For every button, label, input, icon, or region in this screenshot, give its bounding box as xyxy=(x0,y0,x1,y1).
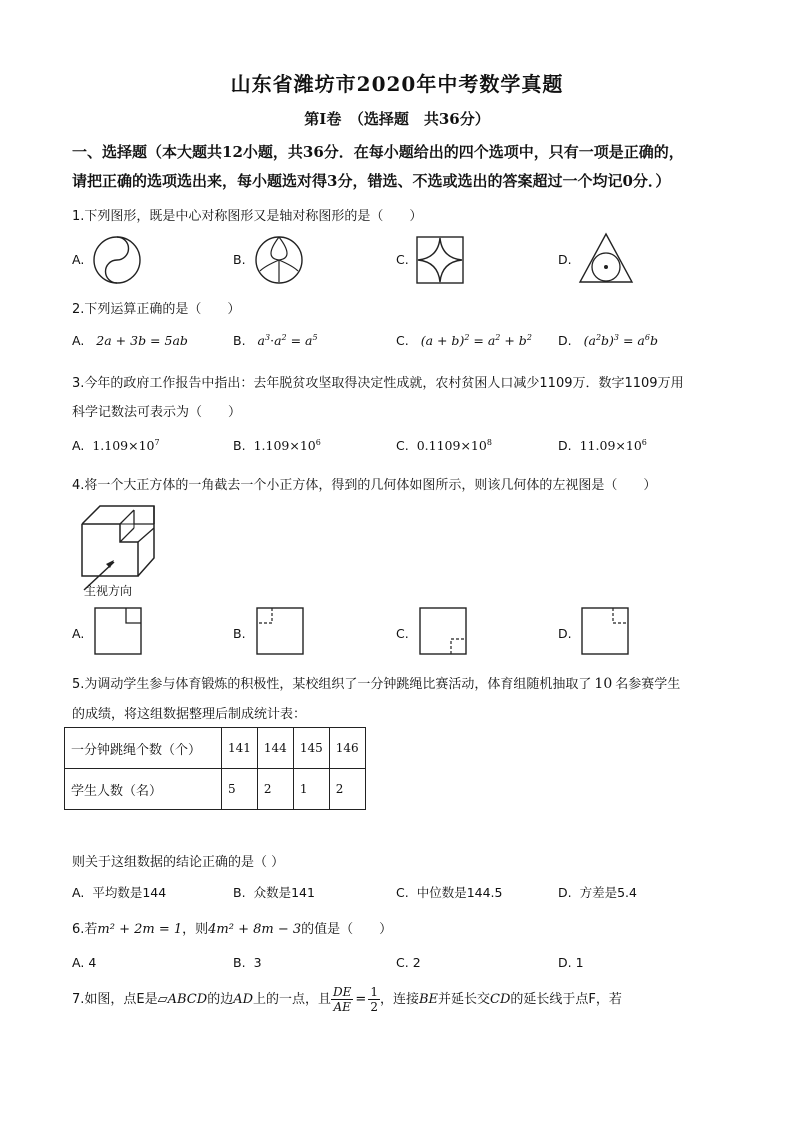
q1-option-d-label: D. xyxy=(558,252,572,267)
q3-option-b: B. $1.109\times 10^6$ xyxy=(233,438,321,454)
question-5-stem-line2: 的成绩，将这组数据整理后制成统计表： xyxy=(72,707,307,722)
q2-option-c xyxy=(396,333,532,348)
q4-option-b-label: B. xyxy=(233,626,246,641)
q2-option-a xyxy=(72,333,188,348)
q3-option-c: C. $0.1109\times 10^8$ xyxy=(396,438,492,454)
q1-option-a-label: A. xyxy=(72,252,85,267)
three-petal-circle-figure xyxy=(255,236,307,284)
question-2-stem: 2.下列运算正确的是（ ） xyxy=(72,302,241,317)
question-5-stem-line1: 5.为调动学生参与体育锻炼的积极性，某校组织了一分钟跳绳比赛活动，体育组随机抽取了 10 名参赛学生 xyxy=(72,676,681,692)
table-cell: 144 xyxy=(257,728,293,769)
q3-option-a: A. $1.109\times 10^7$ xyxy=(72,438,160,454)
jump-rope-stats-table xyxy=(64,727,366,810)
page-title: 山东省潍坊市2020年中考数学真题 xyxy=(230,72,564,96)
question-5-prompt: 则关于这组数据的结论正确的是（ ） xyxy=(72,855,285,870)
table-cell: 146 xyxy=(329,728,365,769)
q4-option-d-label: D. xyxy=(558,626,572,641)
q2-option-a-label: A. xyxy=(72,333,85,348)
q5-option-c: C. 中位数是144.5 xyxy=(396,885,503,900)
q6-option-d: D. 1 xyxy=(558,955,584,970)
question-1-stem: 1.下列图形，既是中心对称图形又是轴对称图形的是（ ） xyxy=(72,209,423,224)
q2-option-d xyxy=(558,333,658,348)
left-view-option-c-figure xyxy=(419,607,469,655)
q6-option-b: B. 3 xyxy=(233,955,262,970)
question-3-stem-line2: 科学记数法可表示为（ ） xyxy=(72,405,242,420)
q2-option-d-expr: $(a^2b)^3 = a^6b$ xyxy=(583,333,658,349)
table-cell: 145 xyxy=(293,728,329,769)
q2-option-b-expr: $a^3\cdot a^2 = a^5$ xyxy=(257,333,318,349)
figure-caption-view-direction: 主视方向 xyxy=(84,584,133,598)
table-header-cell: 学生人数（名） xyxy=(65,769,222,810)
table-cell: 5 xyxy=(222,769,258,810)
question-4-stem: 4.将一个大正方体的一角截去一个小正方体，得到的几何体如图所示，则该几何体的左视图是（ ） xyxy=(72,478,657,493)
left-view-option-d-figure xyxy=(581,607,631,655)
q2-option-c-expr: $(a + b)^2 = a^2 + b^2$ xyxy=(420,333,532,349)
table-header-cell: 一分钟跳绳个数（个） xyxy=(65,728,222,769)
table-cell: 2 xyxy=(329,769,365,810)
section-instructions-line2: 请把正确的选项选出来，每小题选对得3分，错选、不选或选出的答案超过一个均记0分．） xyxy=(72,172,671,190)
q4-option-c-label: C. xyxy=(396,626,409,641)
q2-option-b xyxy=(233,333,318,348)
fraction-de-over-ae: $\frac{DE}{AE}$ xyxy=(333,985,352,1014)
q2-option-d-label: D. xyxy=(558,333,572,349)
table-row xyxy=(65,728,366,769)
left-view-option-a-figure xyxy=(94,607,144,655)
table-cell: 1 xyxy=(293,769,329,810)
q4-option-a-label: A. xyxy=(72,626,85,641)
question-6-stem: 6.若m² + 2m = 1，则4m² + 8m − 3的值是（ ） xyxy=(72,922,393,937)
taiji-symbol-figure xyxy=(93,236,145,284)
table-cell: 2 xyxy=(257,769,293,810)
section-instructions-line1: 一、选择题（本大题共12小题，共36分．在每小题给出的四个选项中，只有一项是正确的， xyxy=(72,143,684,161)
q6-option-c: C. 2 xyxy=(396,955,421,970)
q1-option-c-label: C. xyxy=(396,252,409,267)
page-subtitle: 第Ⅰ卷 （选择题 共36分） xyxy=(304,110,490,128)
q2-option-b-label: B. xyxy=(233,333,246,349)
q2-option-a-expr: 2a + 3b = 5ab xyxy=(96,333,188,348)
q6-option-a: A. 4 xyxy=(72,955,97,970)
table-cell: 141 xyxy=(222,728,258,769)
q5-option-d: D. 方差是5.4 xyxy=(558,885,637,900)
q1-option-b-label: B. xyxy=(233,252,246,267)
question-7-stem: 7.如图，点E是▱ABCD的边AD上的一点，且 $\frac{DE}{AE}$ = $\frac{1}{2}$ ，连接BE并延长交CD的延长线于点F，若 xyxy=(72,985,622,1014)
q5-option-a: A. 平均数是144 xyxy=(72,885,167,900)
question-3-stem-line1: 3.今年的政府工作报告中指出：去年脱贫攻坚取得决定性成就，农村贫困人口减少1109万．数字1109万用 xyxy=(72,376,684,391)
table-row xyxy=(65,769,366,810)
triangle-inscribed-circle-figure xyxy=(578,232,634,286)
q3-option-d: D. $11.09\times 10^6$ xyxy=(558,438,647,454)
fraction-one-half: $\frac{1}{2}$ xyxy=(370,985,378,1014)
q2-option-c-label: C. xyxy=(396,333,409,349)
left-view-option-b-figure xyxy=(256,607,306,655)
q5-option-b: B. 众数是141 xyxy=(233,885,315,900)
star-in-square-figure xyxy=(416,236,466,286)
